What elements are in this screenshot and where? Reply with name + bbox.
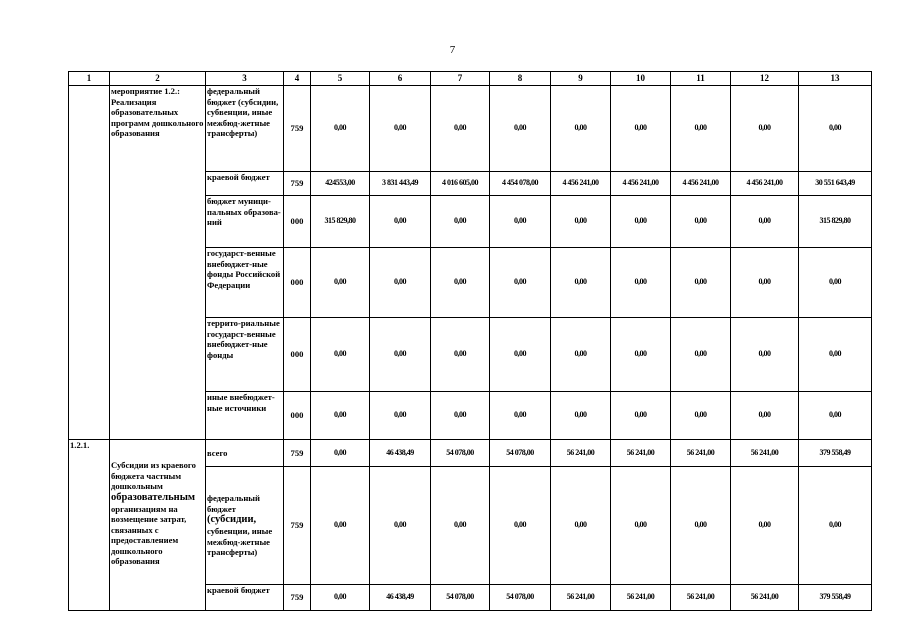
value-cell: 0,00 [731, 467, 799, 585]
row-code: 1.2.1. [69, 440, 110, 611]
page-number: 7 [449, 44, 456, 56]
value-cell: 0,00 [311, 318, 370, 392]
value-cell: 0,00 [799, 467, 872, 585]
value-cell: 0,00 [551, 248, 611, 318]
funding-source: краевой бюджет [206, 585, 284, 611]
funding-source: краевой бюджет [206, 172, 284, 196]
value-cell: 0,00 [611, 318, 671, 392]
header-cell: 9 [551, 72, 611, 86]
value-cell: 0,00 [311, 248, 370, 318]
funding-source-part: федеральный бюджет [207, 493, 260, 514]
value-cell: 0,00 [551, 196, 611, 248]
kbk-code: 000 [284, 318, 311, 392]
value-cell: 0,00 [311, 392, 370, 440]
value-cell: 315 829,80 [799, 196, 872, 248]
value-cell: 56 241,00 [731, 585, 799, 611]
value-cell: 0,00 [490, 196, 551, 248]
value-cell: 0,00 [671, 196, 731, 248]
value-cell: 46 438,49 [370, 440, 431, 467]
value-cell: 0,00 [799, 248, 872, 318]
value-cell: 0,00 [731, 196, 799, 248]
kbk-code: 759 [284, 172, 311, 196]
value-cell: 0,00 [370, 467, 431, 585]
value-cell: 46 438,49 [370, 585, 431, 611]
value-cell: 56 241,00 [551, 585, 611, 611]
value-cell: 4 456 241,00 [611, 172, 671, 196]
value-cell: 0,00 [731, 392, 799, 440]
kbk-code: 759 [284, 86, 311, 172]
table-row [69, 440, 872, 467]
value-cell: 0,00 [370, 318, 431, 392]
value-cell: 0,00 [490, 86, 551, 172]
value-cell: 0,00 [671, 86, 731, 172]
value-cell: 0,00 [311, 467, 370, 585]
funding-source [206, 467, 284, 585]
value-cell: 56 241,00 [731, 440, 799, 467]
value-cell: 0,00 [731, 318, 799, 392]
header-cell: 12 [731, 72, 799, 86]
value-cell: 56 241,00 [671, 585, 731, 611]
value-cell: 0,00 [370, 196, 431, 248]
value-cell: 0,00 [311, 440, 370, 467]
funding-source: всего [206, 440, 284, 467]
value-cell: 0,00 [611, 467, 671, 585]
header-cell: 4 [284, 72, 311, 86]
value-cell: 0,00 [370, 86, 431, 172]
value-cell: 0,00 [671, 248, 731, 318]
value-cell: 0,00 [671, 392, 731, 440]
value-cell: 0,00 [551, 467, 611, 585]
kbk-code: 759 [284, 585, 311, 611]
value-cell: 0,00 [551, 86, 611, 172]
value-cell: 379 558,49 [799, 585, 872, 611]
kbk-code: 759 [284, 467, 311, 585]
budget-table [68, 71, 872, 611]
kbk-code: 000 [284, 248, 311, 318]
value-cell: 56 241,00 [611, 440, 671, 467]
header-cell: 1 [69, 72, 110, 86]
value-cell: 0,00 [799, 392, 872, 440]
value-cell: 4 456 241,00 [551, 172, 611, 196]
kbk-code: 000 [284, 392, 311, 440]
value-cell: 0,00 [551, 318, 611, 392]
table-row [69, 86, 872, 172]
measure-name-part: Субсидии из краевого бюджета частным дошкольным [111, 460, 196, 491]
funding-source: террито-риальные государст-венные внебюджет-ные фонды [206, 318, 284, 392]
funding-source-part: субвенции, иные межбюд-жетные трансферты) [207, 526, 273, 558]
value-cell: 0,00 [611, 86, 671, 172]
funding-source: федеральный бюджет (субсидии, субвенции, иные межбюд-жетные трансферты) [206, 86, 284, 172]
value-cell: 54 078,00 [431, 440, 490, 467]
header-cell: 13 [799, 72, 872, 86]
header-cell: 8 [490, 72, 551, 86]
value-cell: 56 241,00 [611, 585, 671, 611]
funding-source: иные внебюджет-ные источники [206, 392, 284, 440]
header-cell: 5 [311, 72, 370, 86]
header-cell: 11 [671, 72, 731, 86]
value-cell: 4 456 241,00 [671, 172, 731, 196]
value-cell: 54 078,00 [490, 440, 551, 467]
value-cell: 0,00 [490, 467, 551, 585]
kbk-code: 000 [284, 196, 311, 248]
value-cell: 0,00 [731, 248, 799, 318]
kbk-code: 759 [284, 440, 311, 467]
value-cell: 0,00 [431, 196, 490, 248]
value-cell: 0,00 [431, 86, 490, 172]
value-cell: 3 831 443,49 [370, 172, 431, 196]
value-cell: 0,00 [311, 585, 370, 611]
header-cell: 2 [110, 72, 206, 86]
value-cell: 0,00 [431, 467, 490, 585]
value-cell: 4 454 078,00 [490, 172, 551, 196]
value-cell: 0,00 [490, 248, 551, 318]
value-cell: 0,00 [671, 318, 731, 392]
value-cell: 0,00 [490, 392, 551, 440]
value-cell: 0,00 [551, 392, 611, 440]
value-cell: 54 078,00 [490, 585, 551, 611]
value-cell: 0,00 [431, 392, 490, 440]
value-cell: 4 016 605,00 [431, 172, 490, 196]
funding-source-part: (субсидии, [207, 514, 257, 526]
value-cell: 0,00 [731, 86, 799, 172]
value-cell: 0,00 [370, 392, 431, 440]
value-cell: 0,00 [611, 196, 671, 248]
value-cell: 379 558,49 [799, 440, 872, 467]
header-cell: 3 [206, 72, 284, 86]
header-cell: 6 [370, 72, 431, 86]
value-cell: 315 829,80 [311, 196, 370, 248]
measure-name-part: организациям на возмещение затрат, связанных с предоставлением дошкольного образования [111, 503, 187, 566]
value-cell: 0,00 [799, 318, 872, 392]
header-row [69, 72, 872, 86]
value-cell: 56 241,00 [671, 440, 731, 467]
funding-source: бюджет муници-пальных образова-ний [206, 196, 284, 248]
value-cell: 0,00 [431, 248, 490, 318]
value-cell: 0,00 [490, 318, 551, 392]
value-cell: 0,00 [611, 248, 671, 318]
value-cell: 0,00 [431, 318, 490, 392]
measure-name-part: образовательным [111, 491, 196, 503]
value-cell: 0,00 [671, 467, 731, 585]
value-cell: 0,00 [611, 392, 671, 440]
value-cell: 30 551 643,49 [799, 172, 872, 196]
row-code [69, 86, 110, 440]
value-cell: 424553,00 [311, 172, 370, 196]
value-cell: 56 241,00 [551, 440, 611, 467]
header-cell: 7 [431, 72, 490, 86]
header-cell: 10 [611, 72, 671, 86]
value-cell: 54 078,00 [431, 585, 490, 611]
funding-source: государст-венные внебюджет-ные фонды Российской Федерации [206, 248, 284, 318]
value-cell: 0,00 [311, 86, 370, 172]
measure-name [110, 440, 206, 611]
value-cell: 0,00 [799, 86, 872, 172]
measure-name: мероприятие 1.2.: Реализация образовательных программ дошкольного образования [110, 86, 206, 440]
value-cell: 4 456 241,00 [731, 172, 799, 196]
value-cell: 0,00 [370, 248, 431, 318]
